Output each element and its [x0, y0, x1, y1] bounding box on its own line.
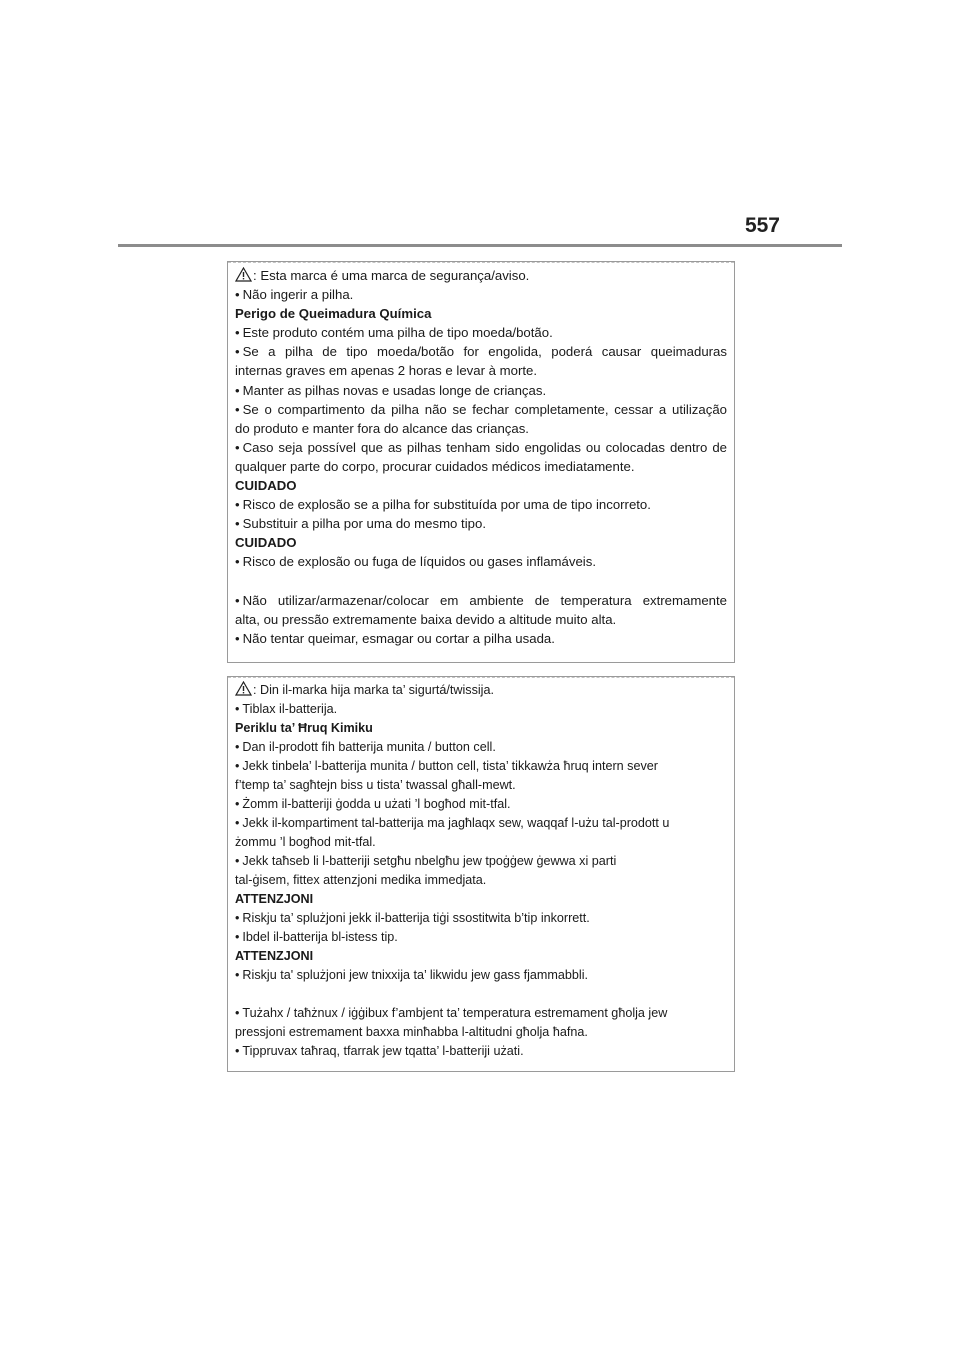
- list-item: Jekk il-kompartiment tal-batterija ma jagħlaqx sew, waqqaf l-użu tal-prodott u: [242, 816, 670, 830]
- list-item-continuation: żommu ’l bogħod mit-tfal.: [235, 835, 376, 849]
- header-rule: [118, 244, 842, 247]
- warning-text: : Din il-marka hija marka ta’ sigurtá/twissija.: [253, 683, 494, 697]
- list-item: Risco de explosão ou fuga de líquidos ou gases inflamáveis.: [242, 554, 596, 570]
- list-item-continuation: do produto e manter fora do alcance das crianças.: [235, 420, 529, 436]
- warning-triangle-icon: [235, 681, 252, 696]
- list-item: Se a pilha de tipo moeda/botão for engolida, poderá causar queimaduras: [242, 344, 727, 360]
- list-item: Risco de explosão se a pilha for substituída por uma de tipo incorreto.: [242, 497, 651, 513]
- section-heading: Perigo de Queimadura Química: [235, 306, 432, 322]
- warning-line: [235, 266, 727, 285]
- list-item: Tużahx / taħżnux / iġġibux f’ambjent ta’ temperatura estremament għolja jew: [242, 1006, 668, 1020]
- list-item-continuation: qualquer parte do corpo, procurar cuidados médicos imediatamente.: [235, 458, 635, 474]
- warning-box-portuguese: : Esta marca é uma marca de segurança/aviso. • Não ingerir a pilha. Perigo de Queimadura Química • Este produto contém uma pilha de tipo moeda/botão. • Se a pilha de tipo moeda/botão for engolida, poderá causar queimaduras internas graves em apenas 2 horas e levar à morte. • Manter as pilhas novas e usadas longe de crianças. • Se o compartimento da pilha não se fechar completamente, cessar a utilização do produto e manter fora do alcance das crianças. • Caso seja possível que as pilhas tenham sido engolidas ou colocadas dentro de qualquer parte do corpo, procurar cuidados médicos imediatamente. CUIDADO • Risco de explosão se a pilha for substituída por uma de tipo incorreto. • Substituir a pilha por uma do mesmo tipo. CUIDADO • Risco de explosão ou fuga de líquidos ou gases inflamáveis. • Não utilizar/armazenar/colocar em ambiente de temperatura extremamente alta, ou pressão extremamente baixa devido a altitude muito alta. • Não tentar queimar, esmagar ou cortar a pilha usada.: [227, 261, 735, 663]
- list-item: Ibdel il-batterija bl-istess tip.: [242, 930, 398, 944]
- list-item: Tiblax il-batterija.: [242, 702, 338, 716]
- list-item: Não tentar queimar, esmagar ou cortar a pilha usada.: [242, 630, 555, 646]
- warning-line: [235, 681, 727, 700]
- list-item: Tippruvax taħraq, tfarrak jew tqatta’ l-batteriji użati.: [242, 1044, 524, 1058]
- list-item: Caso seja possível que as pilhas tenham sido engolidas ou colocadas dentro de: [242, 439, 727, 455]
- list-item: Substituir a pilha por uma do mesmo tipo.: [242, 516, 486, 532]
- list-item-continuation: alta, ou pressão extremamente baixa devido a altitude muito alta.: [235, 611, 617, 627]
- list-item-continuation: pressjoni estremament baxxa minħabba l-altitudni għolja ħafna.: [235, 1025, 588, 1039]
- list-item: Não utilizar/armazenar/colocar em ambiente de temperatura extremamente: [242, 592, 727, 608]
- section-heading: Periklu ta’ Ħruq Kimiku: [235, 721, 373, 735]
- list-item: Não ingerir a pilha.: [242, 287, 354, 303]
- warning-text: : Esta marca é uma marca de segurança/aviso.: [253, 268, 530, 283]
- list-item: Riskju ta' splużjoni jew tnixxija ta’ likwidu jew gass fjammabbli.: [242, 968, 589, 982]
- list-item-continuation: tal-ġisem, fittex attenzjoni medika immedjata.: [235, 873, 487, 887]
- list-item: Jekk tinbela’ l-batterija munita / button cell, tista’ tikkawża ħruq intern sever: [242, 759, 658, 773]
- section-heading: CUIDADO: [235, 535, 297, 551]
- warning-box-maltese: : Din il-marka hija marka ta’ sigurtá/twissija. • Tiblax il-batterija. Periklu ta’ Ħruq Kimiku • Dan il-prodott fih batterija munita / button cell. • Jekk tinbela’ l-batterija munita / button cell, tista’ tikkawża ħruq intern sever f’temp ta’ sagħtejn biss u tista’ twassal għall-mewt. • Żomm il-batteriji ġodda u użati ’l bogħod mit-tfal. • Jekk il-kompartiment tal-batterija ma jagħlaqx sew, waqqaf l-użu tal-prodott u żommu ’l bogħod mit-tfal. • Jekk taħseb li l-batteriji setgħu nbelgħu jew tpoġġew ġewwa xi parti tal-ġisem, fittex attenzjoni medika immedjata. ATTENZJONI • Riskju ta’ splużjoni jekk il-batterija tiġi ssostitwita b’tip inkorrett. • Ibdel il-batterija bl-istess tip. ATTENZJONI • Riskju ta' splużjoni jew tnixxija ta’ likwidu jew gass fjammabbli. • Tużahx / taħżnux / iġġibux f’ambjent ta’ temperatura estremament għolja jew pressjoni estremament baxxa minħabba l-altitudni għolja ħafna. • Tippruvax taħraq, tfarrak jew tqatta’ l-batteriji użati.: [227, 676, 735, 1072]
- section-heading: CUIDADO: [235, 478, 297, 494]
- list-item-continuation: internas graves em apenas 2 horas e levar à morte.: [235, 363, 538, 379]
- warning-triangle-icon: [235, 267, 252, 282]
- list-item: Jekk taħseb li l-batteriji setgħu nbelgħu jew tpoġġew ġewwa xi parti: [242, 854, 617, 868]
- list-item: Se o compartimento da pilha não se fechar completamente, cessar a utilização: [242, 401, 727, 417]
- list-item: Dan il-prodott fih batterija munita / button cell.: [242, 740, 496, 754]
- list-item: Manter as pilhas novas e usadas longe de crianças.: [242, 382, 547, 398]
- list-item: Riskju ta’ splużjoni jekk il-batterija tiġi ssostitwita b’tip inkorrett.: [242, 911, 590, 925]
- list-item: Este produto contém uma pilha de tipo moeda/botão.: [242, 325, 553, 341]
- list-item: Żomm il-batteriji ġodda u użati ’l bogħod mit-tfal.: [242, 797, 511, 811]
- list-item-continuation: f’temp ta’ sagħtejn biss u tista’ twassal għall-mewt.: [235, 778, 516, 792]
- section-heading: ATTENZJONI: [235, 949, 314, 963]
- page-number: 557: [744, 214, 780, 237]
- section-heading: ATTENZJONI: [235, 892, 314, 906]
